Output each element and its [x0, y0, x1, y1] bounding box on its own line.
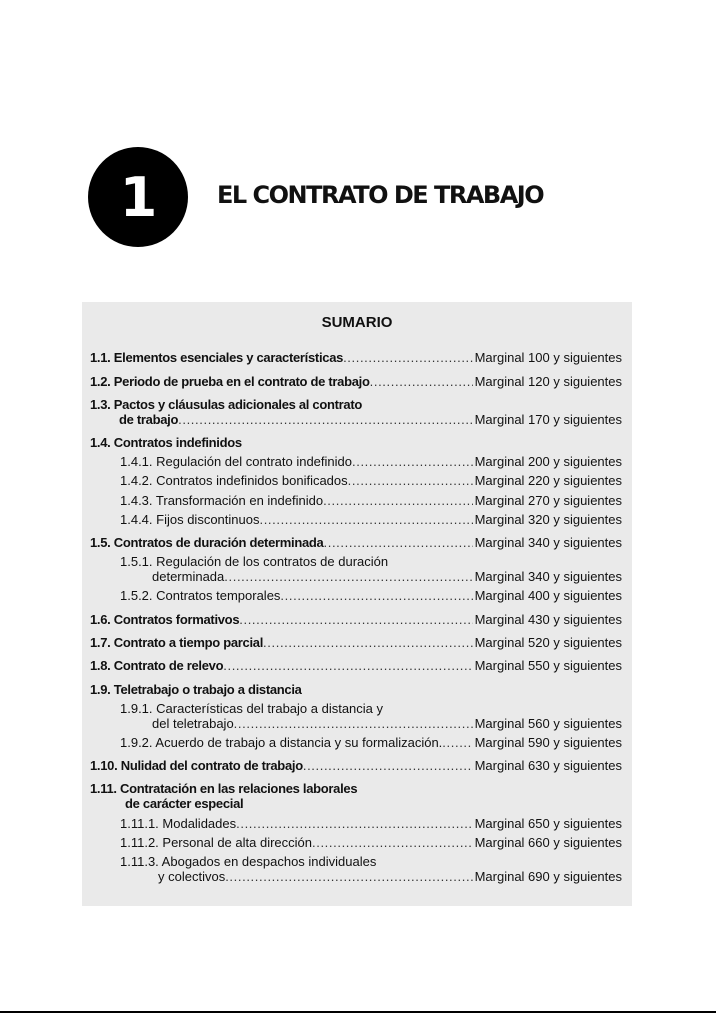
toc-leader [259, 512, 472, 528]
toc-subentry [152, 716, 622, 732]
toc-subentry [158, 869, 622, 885]
toc-leader [178, 412, 472, 428]
toc-subentry [120, 588, 622, 604]
toc-leader [370, 374, 473, 390]
toc-subentry [120, 512, 622, 528]
toc-label: 1.7. Contrato a tiempo parcial [90, 635, 264, 650]
toc-leader [280, 588, 472, 604]
toc-ref: Marginal 400 y siguientes [474, 588, 622, 603]
toc-leader [352, 454, 473, 470]
toc-label: 1.4.1. Regulación del contrato indefinido [120, 454, 352, 469]
toc-entry [90, 758, 622, 774]
toc-section-heading-cont: de carácter especial [125, 796, 244, 811]
toc-leader [236, 816, 472, 832]
toc-label: 1.10. Nulidad del contrato de trabajo [90, 758, 303, 773]
toc-label: 1.1. Elementos esenciales y características [90, 350, 344, 365]
toc-entry [90, 535, 622, 551]
toc-ref: Marginal 660 y siguientes [474, 835, 622, 850]
toc-subentry [120, 816, 622, 832]
toc-subentry [120, 454, 622, 470]
toc-entry [90, 350, 622, 366]
toc-leader [324, 535, 473, 551]
toc-ref: Marginal 650 y siguientes [474, 816, 622, 831]
chapter-number-badge [88, 147, 188, 247]
toc-entry [90, 374, 622, 390]
toc-entry [90, 658, 622, 674]
toc-subentry [120, 835, 622, 851]
toc-section-heading: 1.9. Teletrabajo o trabajo a distancia [90, 682, 302, 697]
toc-section-heading: 1.11. Contratación en las relaciones laborales [90, 781, 358, 796]
toc-entry [90, 635, 622, 651]
toc-subentry-label: 1.11.3. Abogados en despachos individuales [120, 854, 377, 869]
toc-label: 1.11.2. Personal de alta dirección [120, 835, 312, 850]
toc-label: determinada [152, 569, 225, 584]
toc-label: 1.4.2. Contratos indefinidos bonificados [120, 473, 348, 488]
toc-label: 1.4.3. Transformación en indefinido [120, 493, 324, 508]
toc-ref: Marginal 550 y siguientes [474, 658, 622, 673]
toc-ref: Marginal 170 y siguientes [474, 412, 622, 427]
toc-label: de trabajo [119, 412, 179, 427]
toc-label: 1.8. Contrato de relevo [90, 658, 224, 673]
toc-ref: Marginal 270 y siguientes [474, 493, 622, 508]
toc-label: 1.11.1. Modalidades [120, 816, 237, 831]
toc-leader [263, 635, 473, 651]
toc-label: 1.6. Contratos formativos [90, 612, 240, 627]
toc-section-heading: 1.4. Contratos indefinidos [90, 435, 242, 450]
toc-leader [234, 716, 473, 732]
toc-label: del teletrabajo [152, 716, 234, 731]
toc-subentry [120, 473, 622, 489]
toc-subentry [120, 735, 622, 751]
summary-heading: SUMARIO [321, 314, 393, 331]
toc-entry [119, 412, 622, 428]
toc-label: 1.4.4. Fijos discontinuos [120, 512, 260, 527]
summary-box [82, 302, 632, 906]
toc-ref: Marginal 340 y siguientes [474, 569, 622, 584]
toc-leader [224, 569, 472, 585]
toc-ref: Marginal 430 y siguientes [474, 612, 622, 627]
toc-subentry-label: 1.5.1. Regulación de los contratos de duración [120, 554, 389, 569]
toc-ref: Marginal 120 y siguientes [474, 374, 622, 389]
toc-label: 1.5.2. Contratos temporales [120, 588, 281, 603]
toc-ref: Marginal 590 y siguientes [474, 735, 622, 750]
toc-ref: Marginal 630 y siguientes [474, 758, 622, 773]
toc-leader [303, 758, 473, 774]
toc-leader [348, 473, 473, 489]
toc-label: 1.9.2. Acuerdo de trabajo a distancia y su formalización. [120, 735, 443, 750]
toc-leader [225, 869, 472, 885]
toc-leader [323, 493, 473, 509]
bottom-rule [0, 1011, 716, 1013]
toc-label: 1.5. Contratos de duración determinada [90, 535, 324, 550]
toc-label: 1.2. Periodo de prueba en el contrato de trabajo [90, 374, 370, 389]
toc-ref: Marginal 320 y siguientes [474, 512, 622, 527]
chapter-number: 1 [119, 165, 157, 229]
chapter-title: EL CONTRATO DE TRABAJO [217, 181, 544, 209]
toc-entry [90, 612, 622, 628]
toc-ref: Marginal 560 y siguientes [474, 716, 622, 731]
toc-leader [343, 350, 473, 366]
toc-ref: Marginal 200 y siguientes [474, 454, 622, 469]
toc-ref: Marginal 520 y siguientes [474, 635, 622, 650]
toc-subentry [152, 569, 622, 585]
toc-leader [223, 658, 472, 674]
toc-leader [312, 835, 473, 851]
toc-subentry [120, 493, 622, 509]
toc-label: y colectivos [158, 869, 226, 884]
toc-ref: Marginal 220 y siguientes [474, 473, 622, 488]
toc-subentry-label: 1.9.1. Características del trabajo a distancia y [120, 701, 384, 716]
toc-ref: Marginal 340 y siguientes [474, 535, 622, 550]
toc-entry-label: 1.3. Pactos y cláusulas adicionales al contrato [90, 397, 363, 412]
toc-ref: Marginal 100 y siguientes [474, 350, 622, 365]
toc-ref: Marginal 690 y siguientes [474, 869, 622, 884]
toc-leader [442, 735, 472, 751]
toc-leader [239, 612, 472, 628]
